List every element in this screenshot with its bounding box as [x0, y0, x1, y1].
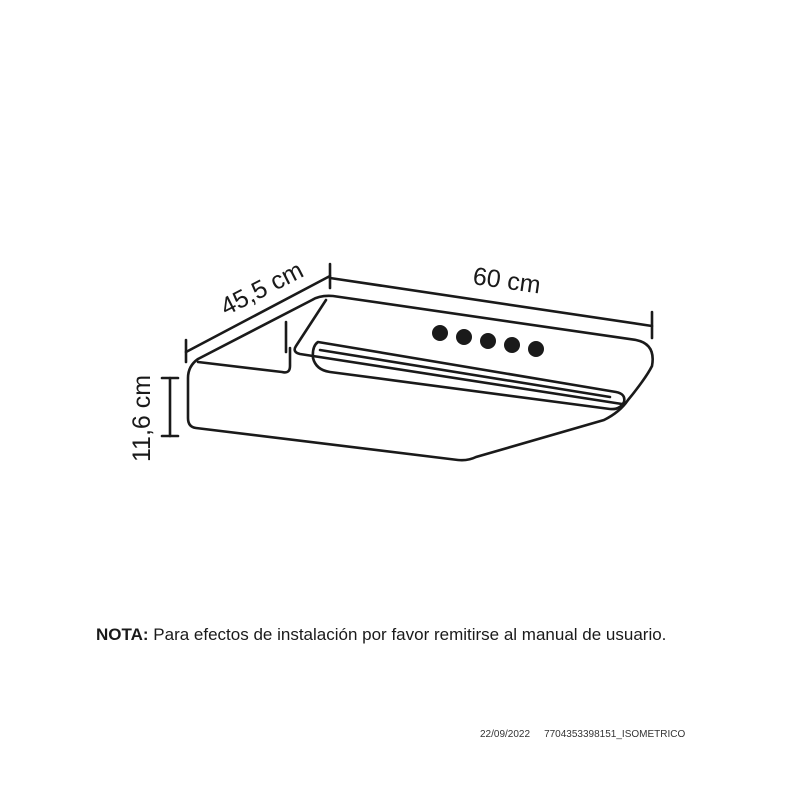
- note-text: Para efectos de instalación por favor remitirse al manual de usuario.: [153, 625, 667, 644]
- knob-3: [480, 333, 496, 349]
- control-knobs: [432, 325, 544, 357]
- depth-label: 45,5 cm: [216, 256, 308, 322]
- installation-note: [96, 624, 776, 646]
- knob-1: [432, 325, 448, 341]
- width-label: 60 cm: [471, 262, 543, 300]
- footer-code: 7704353398151_ISOMETRICO: [544, 729, 686, 740]
- knob-4: [504, 337, 520, 353]
- hood-outline: [188, 296, 653, 460]
- note-lead: NOTA:: [96, 625, 149, 644]
- knob-5: [528, 341, 544, 357]
- hood-body: [188, 296, 653, 460]
- hood-light-strip: [313, 342, 624, 409]
- height-label: 11,6 cm: [128, 374, 156, 462]
- height-dimension: [162, 378, 178, 436]
- knob-2: [456, 329, 472, 345]
- footer: [480, 729, 685, 741]
- footer-date: 22/09/2022: [480, 729, 531, 740]
